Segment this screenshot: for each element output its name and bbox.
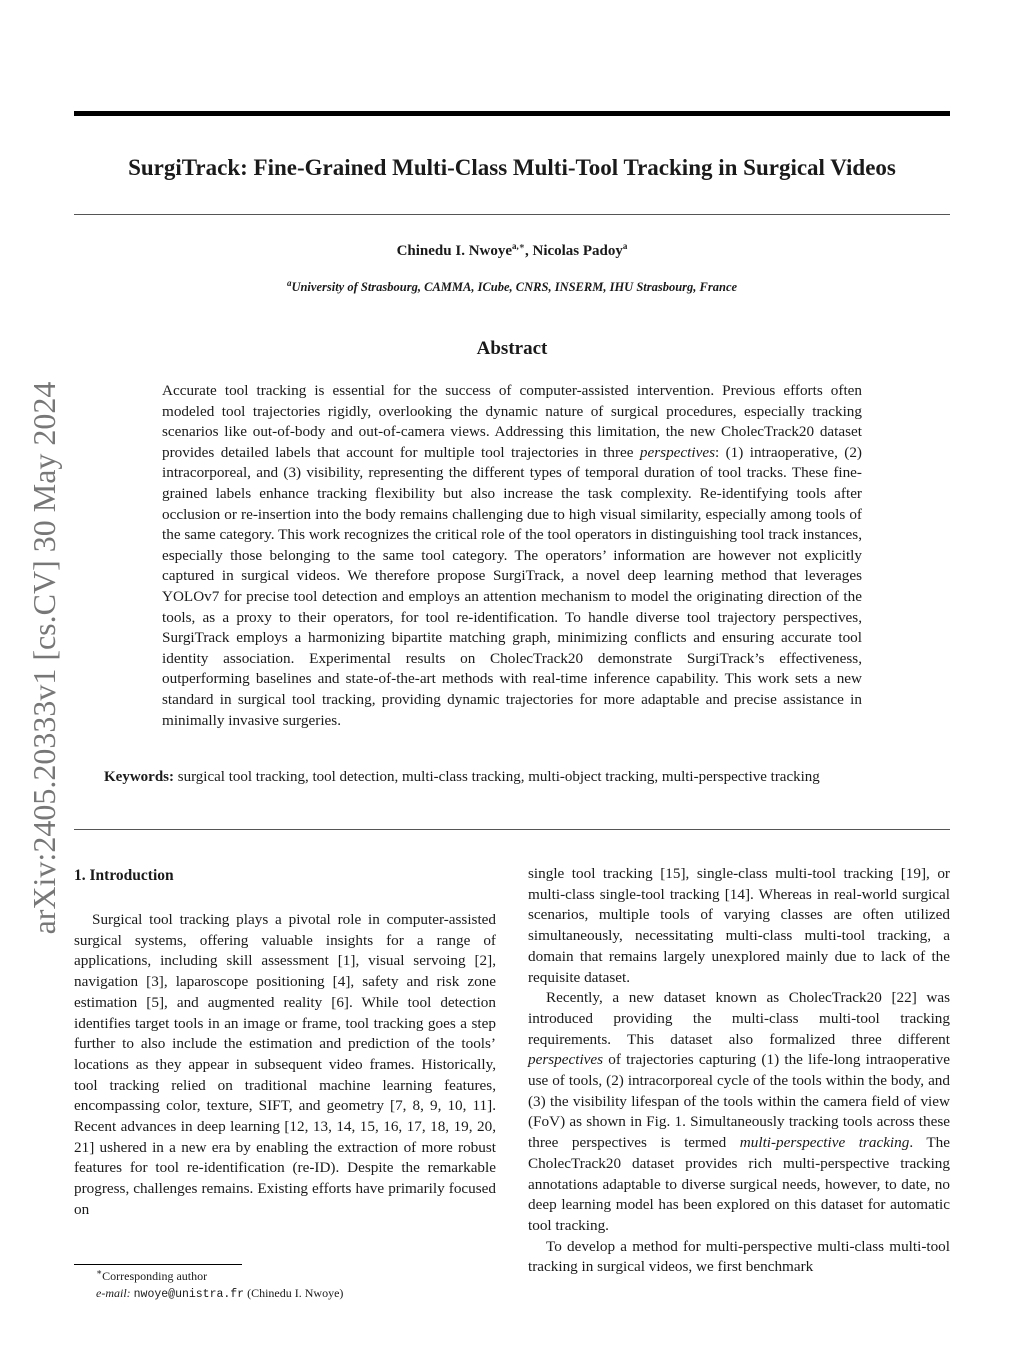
intro-p2-text-b: of trajectories capturing (1) the life-long intraoperative use of tools, (2) intracorporeal cycle of the tools within the body, and (3) the visibility lifespan of the tools within the camera field of view (FoV) as shown in Fig. 1. Simultaneously tracking tools across these three perspectives is termed [528, 1051, 950, 1152]
footnote-email[interactable]: nwoye@unistra.fr [133, 1288, 245, 1301]
intro-paragraph-1: Surgical tool tracking plays a pivotal role in computer-assisted surgical systems, offering valuable insights for a range of applications, including skill assessment [1], visual servoing [2], navigation [3], laparoscope positioning [4], safety and risk zone estimation [5], and augmented reality [6]. While tool detection identifies target tools in an image or frame, tool tracking goes a step further to also include the estimation and prediction of the tools’ locations as they appear in subsequent video frames. Historically, tool tracking relied on traditional machine learning features, encompassing color, texture, SIFT, and geometry [7, 8, 9, 10, 11]. Recent advances in deep learning [12, 13, 14, 15, 16, 17, 18, 19, 20, 21] ushered in a new era by enabling the extraction of more robust features for tool re-identification (re-ID). Despite the remarkable progress, challenges remains. Existing efforts have primarily focused on [74, 911, 496, 1218]
abstract-heading: Abstract [476, 338, 548, 359]
footnote-corresponding: Corresponding author [102, 1269, 208, 1283]
abstract-emphasis: perspectives [639, 443, 715, 461]
footnote [96, 1268, 343, 1303]
author-1: Chinedu I. Nwoye [396, 243, 513, 259]
left-column [74, 910, 496, 1221]
author-1-sup: a,∗ [512, 241, 525, 251]
intro-paragraph-2 [528, 988, 950, 1236]
keywords-text: surgical tool tracking, tool detection, multi-class tracking, multi-object tracking, multi-perspective tracking [174, 769, 820, 785]
top-rule [74, 111, 950, 116]
right-column [528, 864, 950, 1278]
affiliation-text: University of Strasbourg, CAMMA, ICube, CNRS, INSERM, IHU Strasbourg, France [291, 280, 738, 294]
intro-paragraph-3: To develop a method for multi-perspective multi-class multi-tool tracking in surgical videos, we first benchmark [528, 1237, 950, 1276]
title-divider [74, 214, 950, 215]
intro-p2-emphasis-2: multi-perspective tracking [739, 1134, 910, 1152]
affiliation-sup: a [286, 277, 292, 288]
footnote-line-1 [96, 1268, 343, 1285]
keywords-label: Keywords: [104, 769, 174, 785]
author-2-sup: a [622, 241, 628, 251]
paper-title: SurgiTrack: Fine-Grained Multi-Class Multi-Tool Tracking in Surgical Videos [128, 155, 896, 180]
footnote-line-2 [96, 1285, 343, 1303]
intro-paragraph-continued: single tool tracking [15], single-class multi-tool tracking [19], or multi-class single-tool tracking [14]. Whereas in real-world surgical scenarios, multiple tools of varying classes are often utilized simultaneously, necessitating multi-class multi-tool tracking, a domain that remains largely unexplored mainly due to lack of the requisite dataset. [528, 865, 950, 986]
intro-p2-text-a: Recently, a new dataset known as CholecTrack20 [22] was introduced providing the multi-class multi-tool tracking requirements. This dataset also formalized three different [528, 989, 950, 1048]
footnote-email-label: e-mail: [96, 1286, 131, 1300]
affiliation [74, 277, 950, 295]
abstract-body [162, 381, 862, 731]
intro-p2-text-c: . The CholecTrack20 dataset provides rich multi-perspective tracking annotations adaptable to diverse surgical needs, however, to date, no deep learning model has been explored on this dataset for automatic tool tracking. [528, 1134, 950, 1234]
author-separator: , [524, 243, 533, 259]
authors [74, 243, 950, 260]
keywords [104, 769, 950, 786]
arxiv-sidebar-stamp: arXiv:2405.20333v1 [cs.CV] 30 May 2024 [26, 381, 62, 935]
footnote-rule [74, 1264, 242, 1265]
intro-p2-emphasis-1: perspectives [528, 1051, 604, 1069]
footnote-sup: ∗ [96, 1267, 103, 1277]
abstract-text-2: : (1) intraoperative, (2) intracorporeal, and (3) visibility, representing the different types of temporal duration of tool tracks. These fine-grained labels enhance tracking flexibility but also increase the task complexity. Re-identifying tools after occlusion or re-insertion into the body remains challenging due to high visual similarity, especially among tools of the same category. This work recognizes the critical role of the tool operators in distinguishing tool track instances, especially those belonging to the same tool category. The operators’ information are however not explicitly captured in surgical videos. We therefore propose SurgiTrack, a novel deep learning method that leverages YOLOv7 for precise tool detection and employs an attention mechanism to model the originating direction of the tools, as a proxy to their operators, for tool re-identification. To handle diverse tool trajectory perspectives, SurgiTrack employs a harmonizing bipartite matching graph, minimizing conflicts and ensuring accurate tool identity association. Experimental results on CholecTrack20 demonstrate SurgiTrack’s effectiveness, outperforming baselines and state-of-the-art methods with real-time inference capability. This work sets a new standard in surgical tool tracking, providing dynamic trajectories for more adaptable and precise assistance in minimally invasive surgeries. [162, 443, 862, 729]
abstract-divider [74, 829, 950, 830]
section-heading-introduction: 1. Introduction [74, 867, 174, 884]
author-2: Nicolas Padoy [532, 243, 623, 259]
footnote-email-owner: (Chinedu I. Nwoye) [244, 1286, 344, 1300]
abstract-text-1: Accurate tool tracking is essential for the success of computer-assisted intervention. Previous efforts often modeled tool trajectories rigidly, overlooking the dynamic nature of surgical procedures, especially tracking scenarios like out-of-body and out-of-camera views. Addressing this limitation, the new CholecTrack20 dataset provides detailed labels that account for multiple tool trajectories in three [162, 382, 862, 461]
